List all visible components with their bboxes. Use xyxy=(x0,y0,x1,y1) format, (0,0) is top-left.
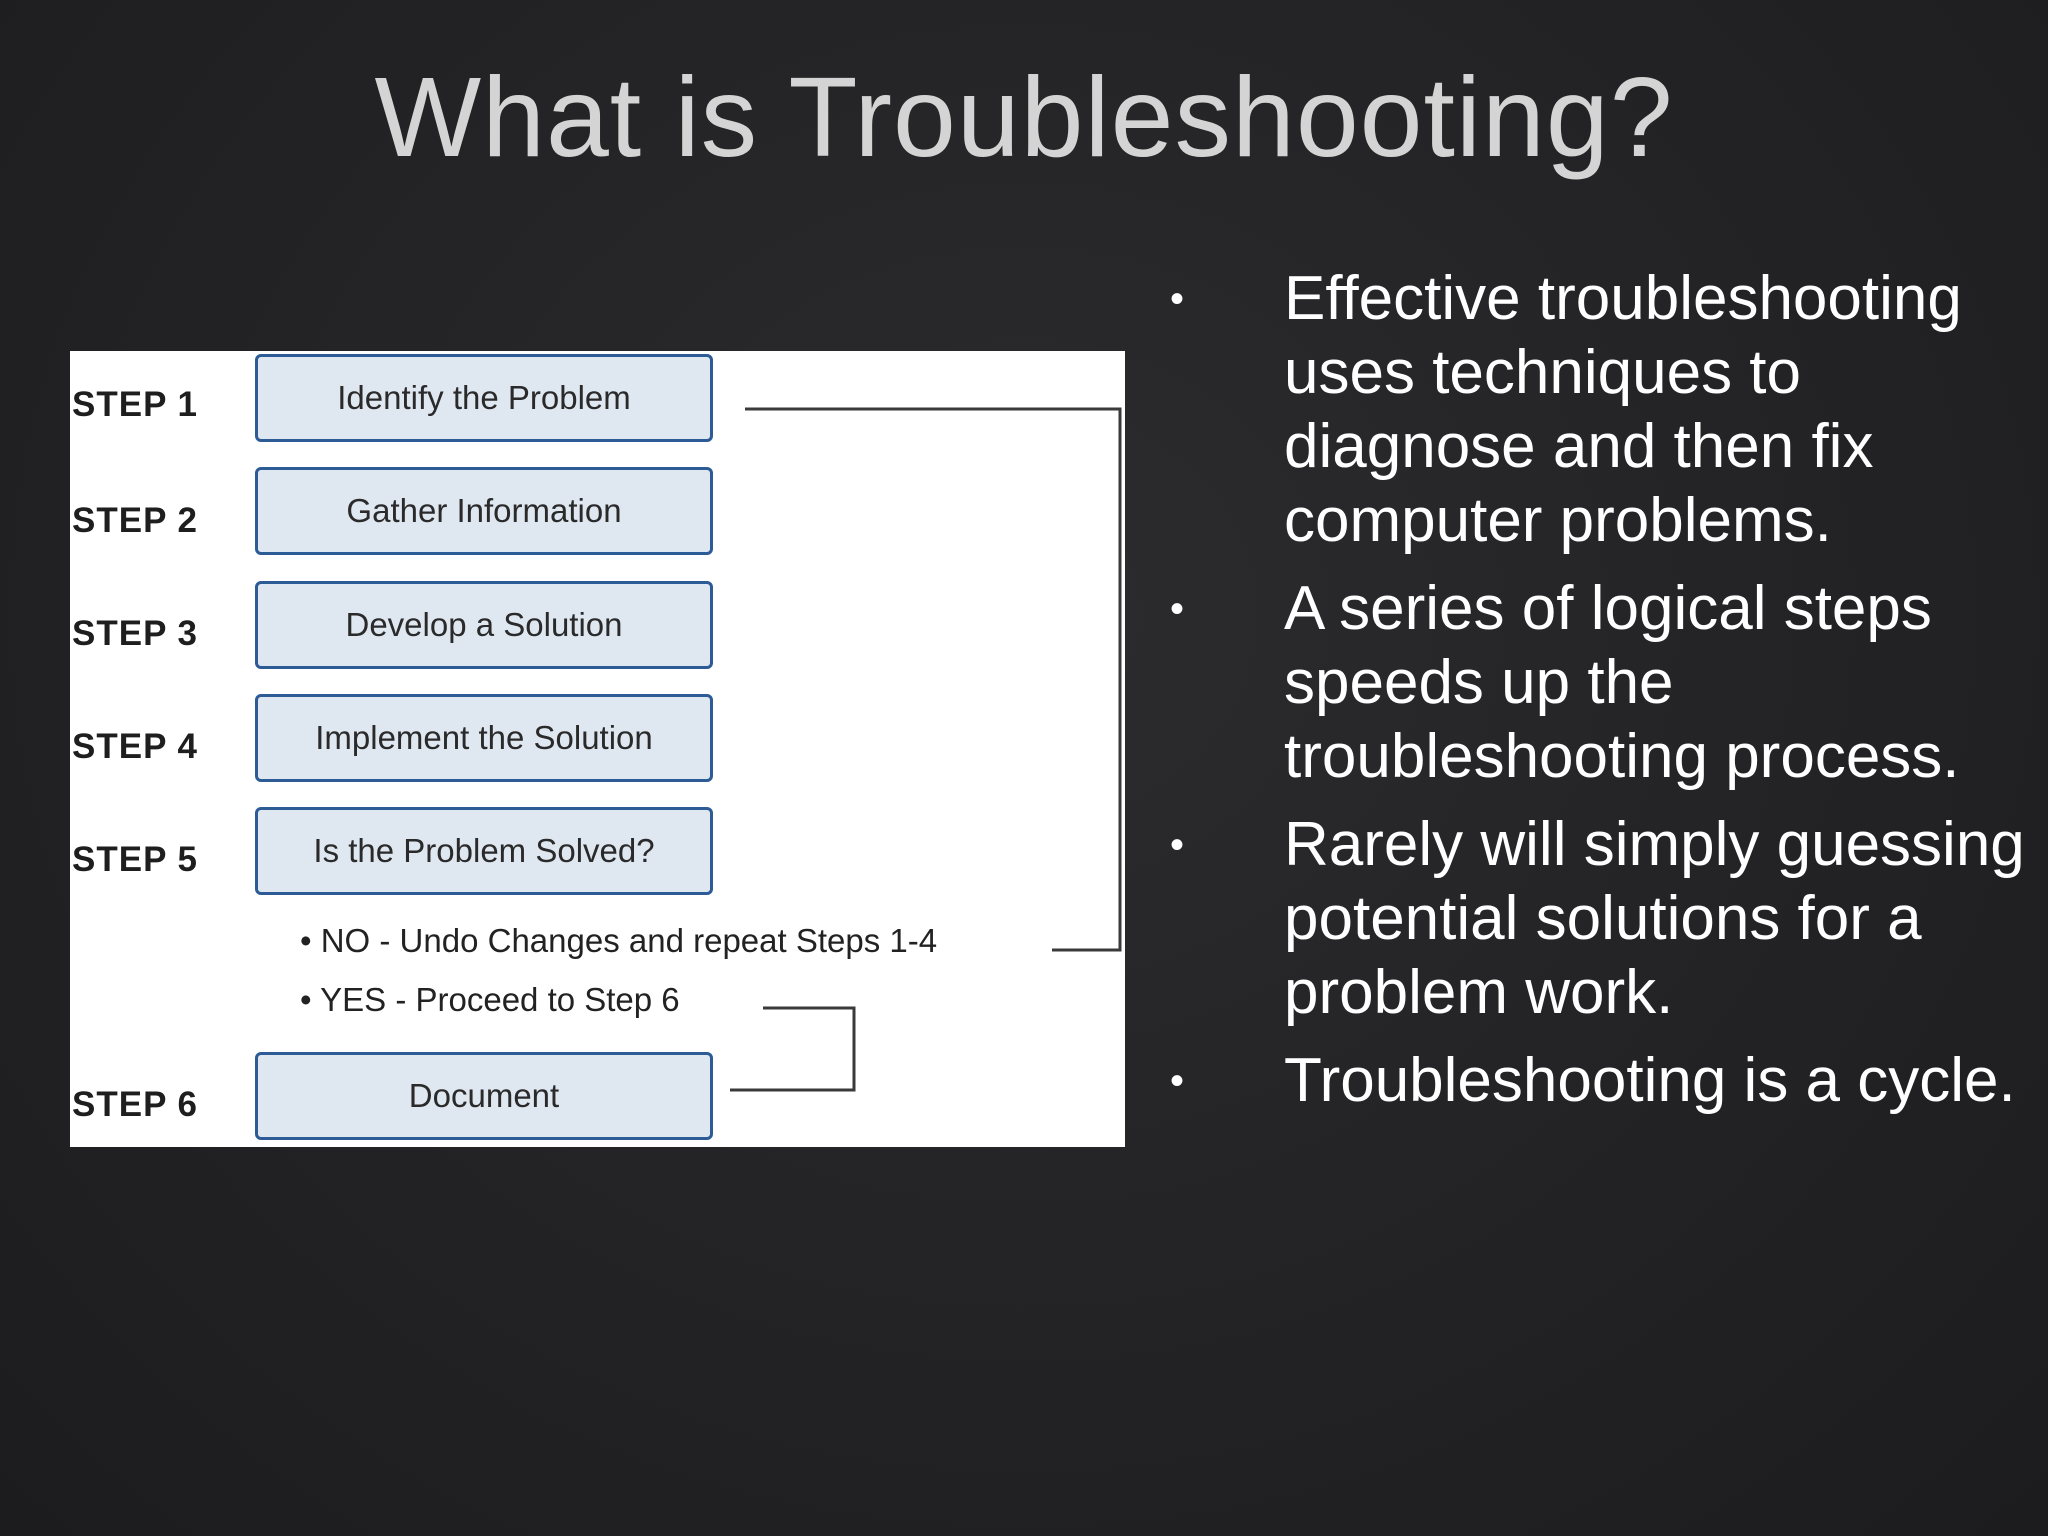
step-4-box: Implement the Solution xyxy=(255,694,713,782)
step-3-box: Develop a Solution xyxy=(255,581,713,669)
step-1-label: STEP 1 xyxy=(72,385,198,424)
bullet-marker: • xyxy=(1170,1059,1185,1103)
bullet-marker: • xyxy=(1170,823,1185,867)
bullet-text: Effective troubleshooting uses techniques to diagnose and then fix computer problems. xyxy=(1284,264,1962,555)
bullet-item xyxy=(1160,262,2040,558)
bullet-text: Troubleshooting is a cycle. xyxy=(1284,1046,2016,1115)
step-6-box: Document xyxy=(255,1052,713,1140)
step-5-label: STEP 5 xyxy=(72,840,198,879)
no-loop-connector xyxy=(745,409,1120,950)
bullet-list xyxy=(1160,262,2040,1132)
bullet-marker: • xyxy=(1170,587,1185,631)
bullet-marker: • xyxy=(1170,277,1185,321)
step-2-label: STEP 2 xyxy=(72,501,198,540)
step-6-label: STEP 6 xyxy=(72,1085,198,1124)
bullet-item xyxy=(1160,808,2040,1030)
yes-connector xyxy=(730,1008,854,1090)
bullet-item xyxy=(1160,1044,2040,1118)
step-3-label: STEP 3 xyxy=(72,614,198,653)
bullet-text: A series of logical steps speeds up the troubleshooting process. xyxy=(1284,574,1960,791)
step-2-box: Gather Information xyxy=(255,467,713,555)
bullet-item xyxy=(1160,572,2040,794)
step-4-label: STEP 4 xyxy=(72,727,198,766)
step-1-box: Identify the Problem xyxy=(255,354,713,442)
outcome-yes: • YES - Proceed to Step 6 xyxy=(300,981,680,1018)
step-5-box: Is the Problem Solved? xyxy=(255,807,713,895)
bullet-text: Rarely will simply guessing potential solutions for a problem work. xyxy=(1284,810,2025,1027)
troubleshooting-flowchart xyxy=(70,351,1125,1147)
outcome-no: • NO - Undo Changes and repeat Steps 1-4 xyxy=(300,922,938,959)
slide-title: What is Troubleshooting? xyxy=(374,54,1674,180)
